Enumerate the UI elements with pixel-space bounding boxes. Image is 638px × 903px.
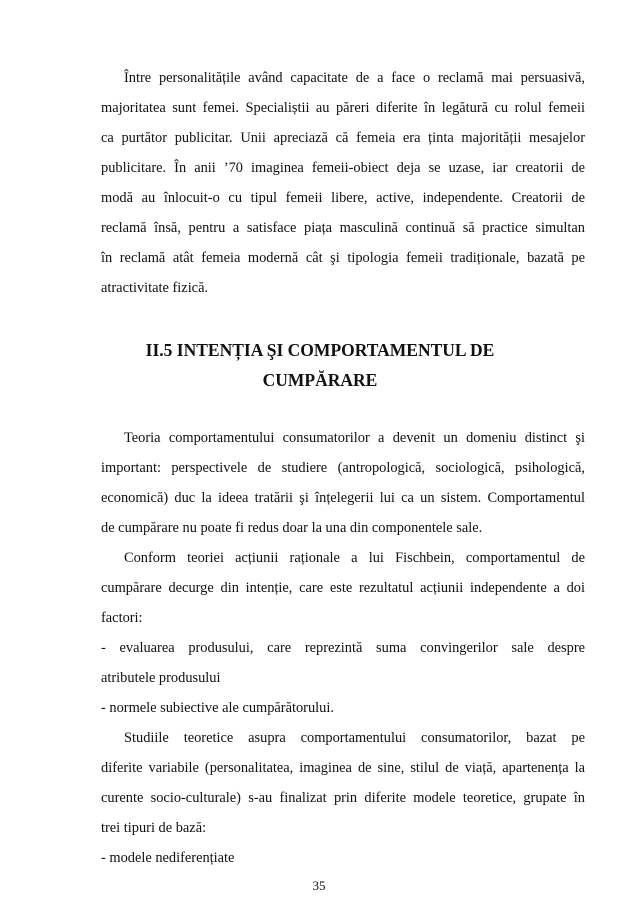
- list-item: - normele subiective ale cumpărătorului.: [101, 700, 334, 716]
- paragraph-line: Teoria comportamentului consumatorilor a devenit un domeniu distinct şi: [124, 430, 585, 446]
- paragraph-line: curente socio-culturale) s-au finalizat prin diferite modele teoretice, grupate în: [101, 790, 585, 806]
- paragraph-line: economică) duc la ideea tratării şi înțelegerii lui ca un sistem. Comportamentul: [101, 490, 585, 506]
- paragraph-line: Studiile teoretice asupra comportamentului consumatorilor, bazat pe: [124, 730, 585, 746]
- section-heading-line1: II.5 INTENȚIA ŞI COMPORTAMENTUL DE: [145, 340, 495, 360]
- paragraph-line: Între personalitățile având capacitate de a face o reclamă mai persuasivă,: [124, 70, 585, 86]
- paragraph-line: important: perspectivele de studiere (antropologică, sociologică, psihologică,: [101, 460, 585, 476]
- paragraph-line: reclamă însă, pentru a satisface piața masculină continuă să practice simultan: [101, 220, 585, 236]
- paragraph-line: publicitare. În anii ’70 imaginea femeii-obiect deja se uzase, iar creatorii de: [101, 160, 585, 176]
- paragraph-line: trei tipuri de bază:: [101, 820, 207, 836]
- paragraph-line: factori:: [101, 610, 143, 626]
- paragraph-line: de cumpărare nu poate fi redus doar la una din componentele sale.: [101, 520, 483, 536]
- list-item-continuation: atributele produsului: [101, 670, 221, 686]
- list-item: - evaluarea produsului, care reprezintă suma convingerilor sale despre: [101, 640, 585, 656]
- paragraph-line: Conform teoriei acțiunii raționale a lui Fischbein, comportamentul de: [124, 550, 585, 566]
- section-heading-line2: CUMPĂRARE: [262, 370, 378, 390]
- paragraph-line: în reclamă atât femeia modernă cât şi tipologia femeii tradiționale, bazată pe: [101, 250, 585, 266]
- paragraph-line: cumpărare decurge din intenție, care este rezultatul acțiunii independente a doi: [101, 580, 585, 596]
- paragraph-line: modă au înlocuit-o cu tipul femeii libere, active, independente. Creatorii de: [101, 190, 585, 206]
- paragraph-line: majoritatea sunt femei. Specialiștii au păreri diferite în legătură cu rolul femeii: [101, 100, 585, 116]
- page-number: 35: [312, 878, 326, 893]
- list-item: - modele nediferențiate: [101, 850, 235, 866]
- paragraph-line: diferite variabile (personalitatea, imaginea de sine, stilul de viață, apartenența la: [101, 760, 585, 776]
- paragraph-line: ca purtător publicitar. Unii apreciază că femeia era ținta majorității mesajelor: [101, 130, 585, 146]
- paragraph-line: atractivitate fizică.: [101, 280, 209, 296]
